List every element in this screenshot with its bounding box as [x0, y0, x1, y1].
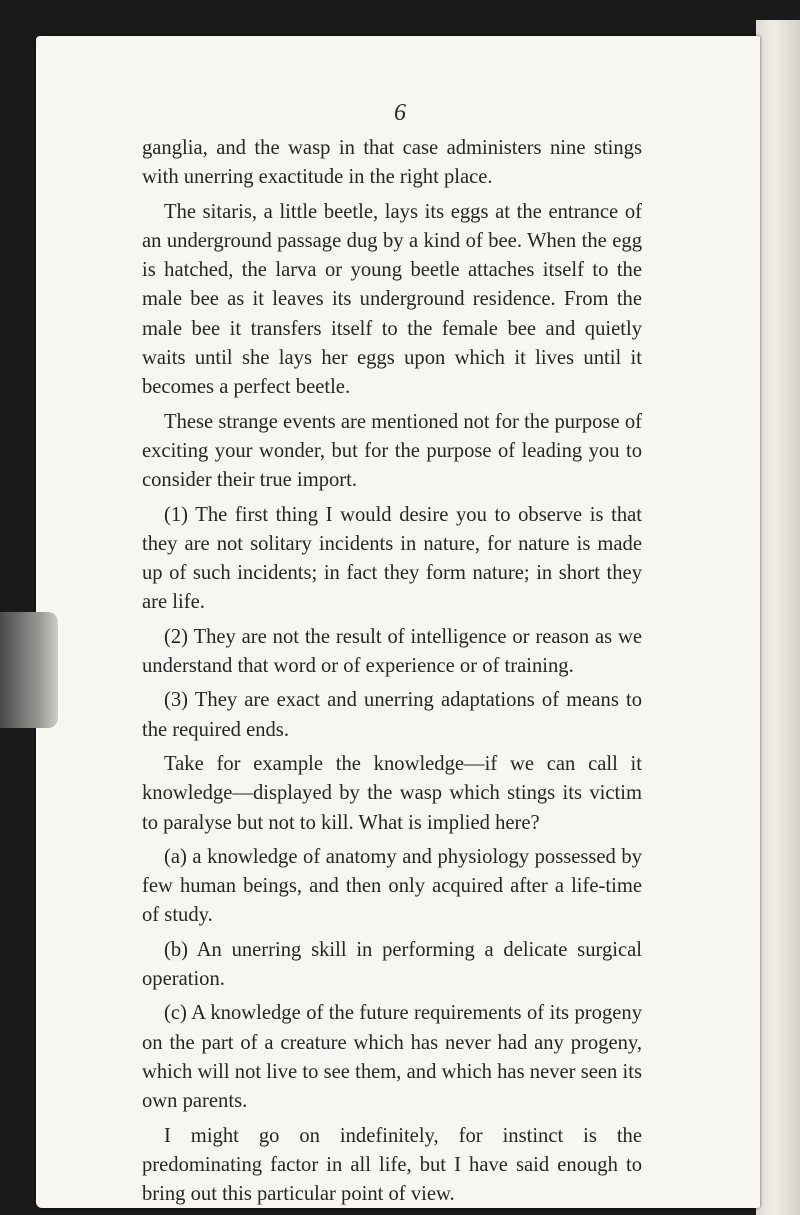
paragraph-3: These strange events are mentioned not for the purpose of exciting your wonder, but for the purpose of leading you to consider their true import.: [142, 410, 642, 492]
page-number: 6: [394, 100, 406, 126]
page-edge: [756, 20, 800, 1215]
numbered-item-1: [142, 501, 642, 618]
paragraph-4: Take for example the knowledge—if we can call it knowledge—displayed by the wasp which stings its victim to paralyse but not to kill. What is implied here?: [142, 752, 642, 834]
numbered-item-2: [142, 623, 642, 682]
item-marker: (b): [164, 938, 189, 961]
item-marker: (1): [164, 503, 189, 526]
item-text: a knowledge of anatomy and physiology possessed by few human beings, and then only acquired after a life-time of study.: [142, 845, 642, 927]
paragraph-5: I might go on indefinitely, for instinct is the predominating factor in all life, but I have said enough to bring out this particular point of view.: [142, 1124, 642, 1206]
numbered-item-3: [142, 686, 642, 745]
item-marker: (3): [164, 689, 189, 712]
item-marker: (c): [164, 1002, 187, 1025]
item-text: They are exact and unerring adaptations of means to the required ends.: [142, 689, 643, 741]
paragraph-1: ganglia, and the wasp in that case administers nine stings with unerring exactitude in the right place.: [142, 137, 642, 189]
item-marker: (a): [164, 845, 187, 868]
lettered-item-c: [142, 999, 642, 1116]
item-text: The first thing I would desire you to observe is that they are not solitary incidents in nature, for nature is made up of such incidents; in fact they form nature; in short they are life.: [142, 503, 643, 614]
item-marker: (2): [164, 625, 189, 648]
paragraph-2: The sitaris, a little beetle, lays its eggs at the entrance of an underground passage dug by a kind of bee. When the egg is hatched, the larva or young beetle attaches itself to the male bee as it leaves its underground residence. From the male bee it transfers itself to the female bee and quietly waits until she lays her eggs upon which it lives until it becomes a perfect beetle.: [142, 200, 642, 399]
page-tab-clip: [0, 612, 58, 728]
item-text: An unerring skill in performing a delicate surgical operation.: [142, 938, 642, 991]
item-text: A knowledge of the future requirements of its progeny on the part of a creature which has never had any progeny, which will not live to see them, and which has never seen its own parents.: [142, 1002, 642, 1113]
lettered-item-a: [142, 843, 642, 931]
lettered-item-b: [142, 936, 642, 995]
item-text: They are not the result of intelligence or reason as we understand that word or of experience or of training.: [142, 625, 642, 678]
body-text: [142, 134, 642, 1214]
